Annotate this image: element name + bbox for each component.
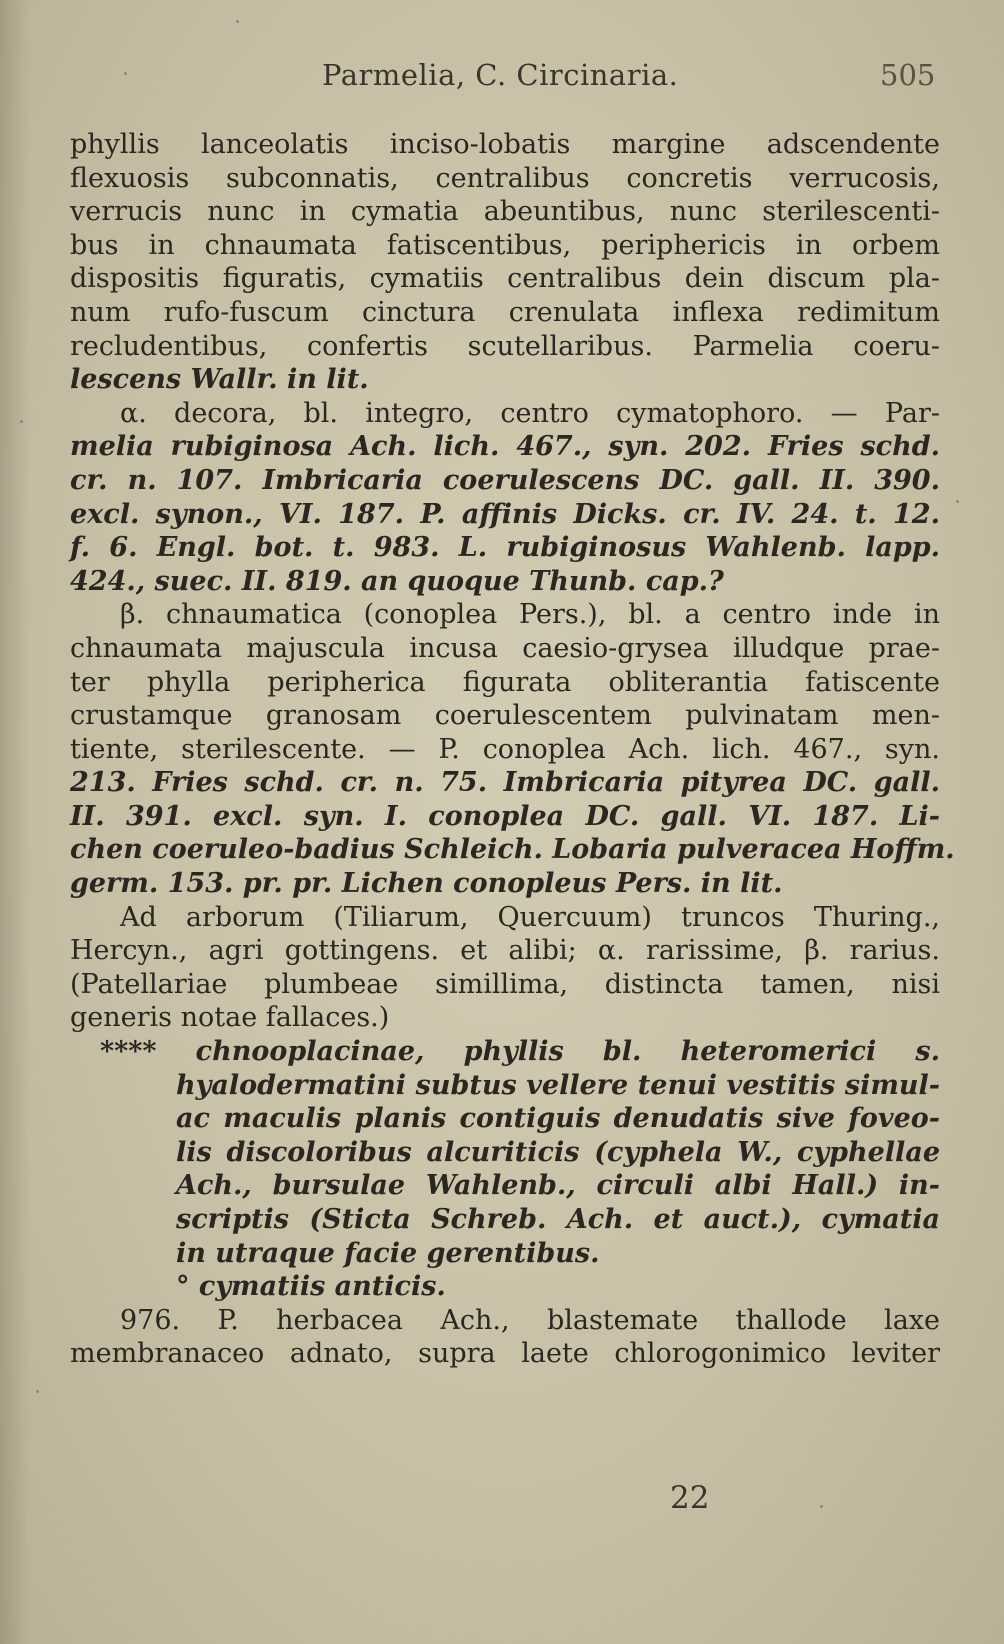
paper-speck (36, 1390, 39, 1393)
text-line: crustamque granosam coerulescentem pulvinatam men- (70, 700, 940, 732)
page-edge-shadow (0, 0, 30, 1644)
text-line: 213. Fries schd. cr. n. 75. Imbricaria pityrea DC. gall. (70, 767, 940, 799)
text-line: in utraque facie gerentibus. (176, 1237, 600, 1269)
text-line: generis notae fallaces.) (70, 1002, 390, 1034)
text-line: f. 6. Engl. bot. t. 983. L. rubiginosus Wahlenb. lapp. (70, 532, 940, 564)
text-line: 976. P. herbacea Ach., blastemate thallode laxe (120, 1304, 940, 1336)
text-line: verrucis nunc in cymatia abeuntibus, nunc sterilescenti- (70, 196, 940, 228)
paper-speck (820, 1505, 823, 1508)
text-line: Ad arborum (Tiliarum, Quercuum) truncos Thuring., (120, 901, 940, 933)
text-line: germ. 153. pr. pr. Lichen conopleus Pers. in lit. (70, 868, 783, 900)
text-line: excl. synon., VI. 187. P. affinis Dicks. cr. IV. 24. t. 12. (70, 498, 940, 530)
text-line: lescens Wallr. in lit. (70, 364, 369, 396)
text-line: flexuosis subconnatis, centralibus concretis verrucosis, (70, 162, 940, 194)
text-line: (Patellariae plumbeae simillima, distincta tamen, nisi (70, 968, 940, 1000)
text-line: Ach., bursulae Wahlenb., circuli albi Hall.) in- (176, 1170, 940, 1202)
running-head: Parmelia, C. Circinaria. (322, 58, 679, 92)
page-number: 505 (880, 58, 936, 92)
text-line: ac maculis planis contiguis denudatis sive foveo- (176, 1103, 940, 1135)
text-line: tiente, sterilescente. — P. conoplea Ach. lich. 467., syn. (70, 733, 940, 765)
paper-speck (236, 20, 239, 23)
signature-mark: 22 (670, 1480, 710, 1516)
paper-speck (124, 72, 127, 75)
text-line: membranaceo adnato, supra laete chlorogonimico leviter (70, 1338, 940, 1370)
text-line: ° cymatiis anticis. (176, 1271, 446, 1303)
text-line: chen coeruleo-badius Schleich. Lobaria pulveracea Hoffm. (70, 834, 955, 866)
paper-speck (20, 420, 23, 423)
text-line: ter phylla peripherica figurata obliterantia fatiscente (70, 666, 940, 698)
text-line: hyalodermatini subtus vellere tenui vestitis simul- (176, 1069, 940, 1101)
text-line: α. decora, bl. integro, centro cymatophoro. — Par- (120, 397, 940, 429)
text-line: num rufo-fuscum cinctura crenulata inflexa redimitum (70, 296, 940, 328)
body-text (70, 128, 955, 1371)
text-line: Hercyn., agri gottingens. et alibi; α. rarissime, β. rarius. (70, 935, 940, 967)
text-line: β. chnaumatica (conoplea Pers.), bl. a centro inde in (120, 599, 940, 631)
text-line: recludentibus, confertis scutellaribus. Parmelia coeru- (70, 330, 940, 362)
text-line: scriptis (Sticta Schreb. Ach. et auct.), cymatia (176, 1204, 940, 1235)
text-line: lis discoloribus alcuriticis (cyphela W., cyphellae (176, 1136, 940, 1168)
text-line: II. 391. excl. syn. I. conoplea DC. gall. VI. 187. Li- (70, 800, 940, 832)
text-line: bus in chnaumata fatiscentibus, periphericis in orbem (70, 229, 940, 261)
text-line: **** chnooplacinae, phyllis bl. heteromerici s. (100, 1036, 940, 1068)
text-line: phyllis lanceolatis inciso-lobatis margine adscendente (70, 129, 940, 160)
text-line: cr. n. 107. Imbricaria coerulescens DC. gall. II. 390. (70, 464, 940, 496)
text-line: 424., suec. II. 819. an quoque Thunb. cap.? (70, 565, 724, 597)
text-line: dispositis figuratis, cymatiis centralibus dein discum pla- (70, 263, 940, 295)
paper-speck (956, 500, 959, 503)
text-line: melia rubiginosa Ach. lich. 467., syn. 202. Fries schd. (70, 431, 940, 463)
page-header (0, 58, 1004, 98)
text-line: chnaumata majuscula incusa caesio-grysea illudque prae- (70, 632, 940, 664)
